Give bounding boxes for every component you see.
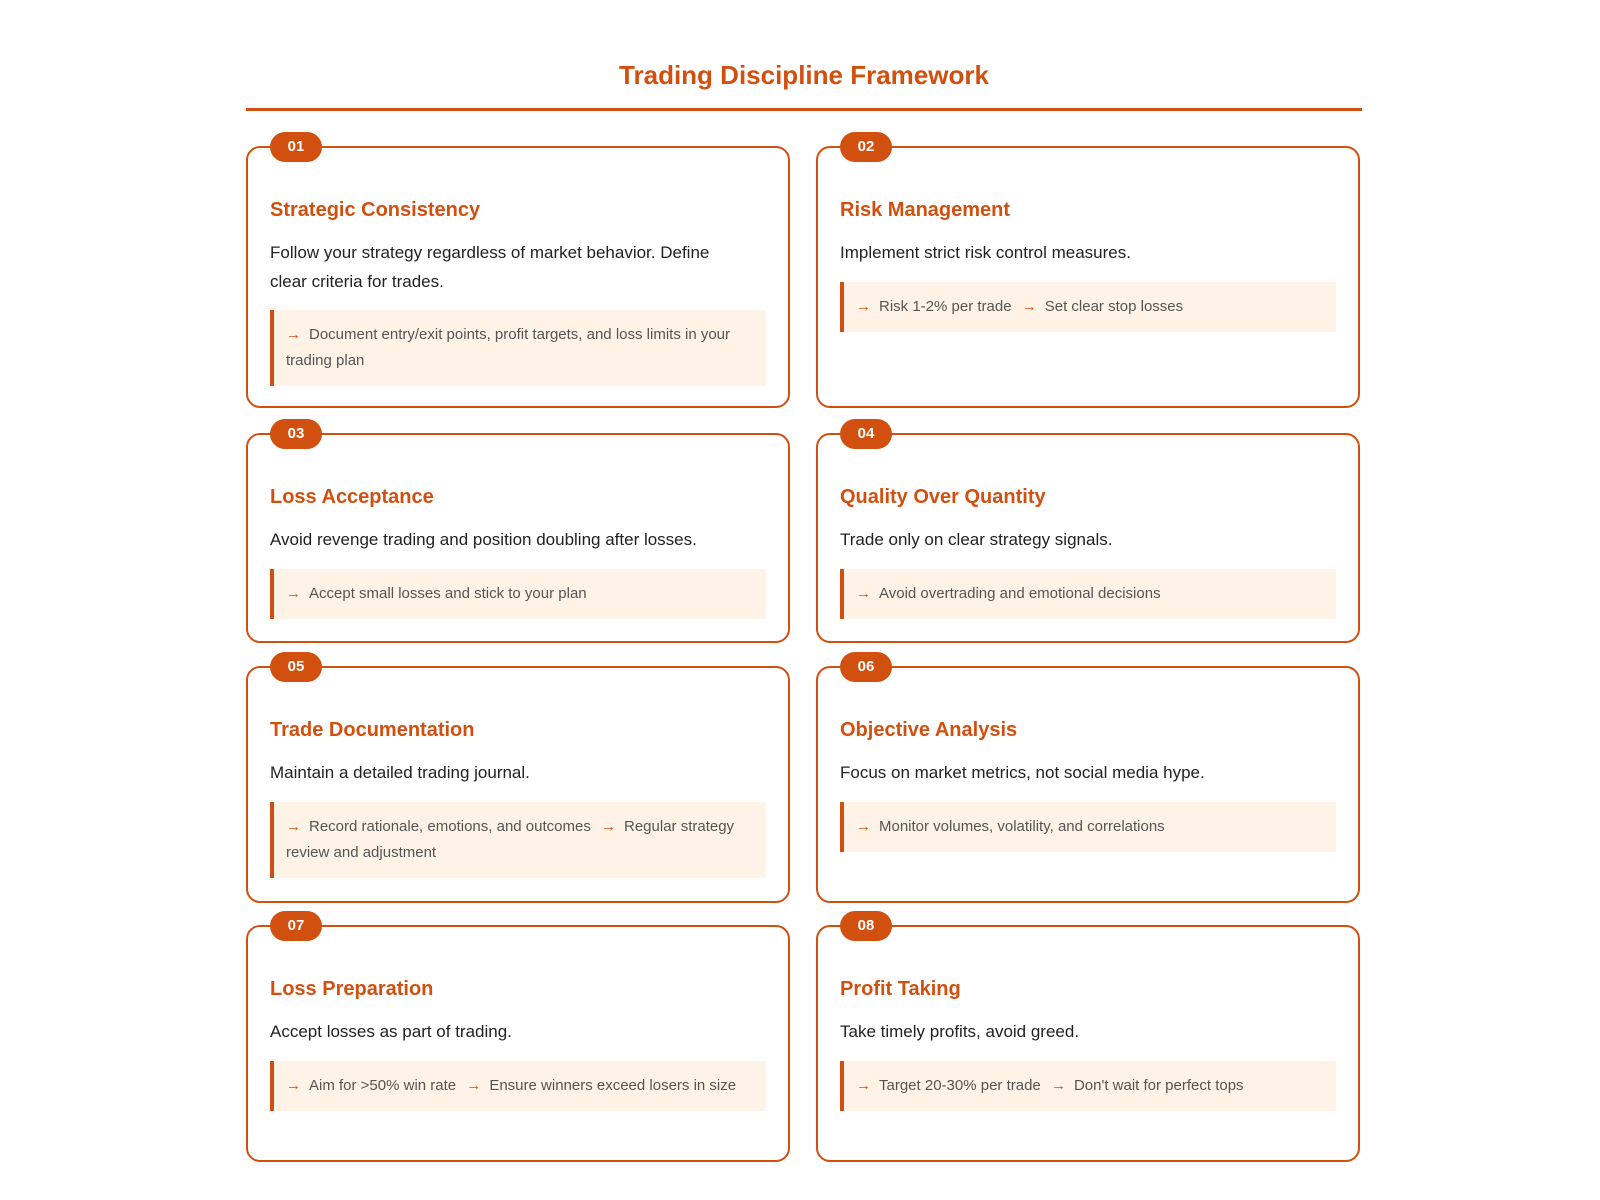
tip-text: Document entry/exit points, profit targets, and loss limits in your trading plan <box>286 326 731 369</box>
tip-text: Ensure winners exceed losers in size <box>489 1077 737 1094</box>
card-title: Risk Management <box>840 199 1011 221</box>
tip-text: Set clear stop losses <box>1044 298 1184 315</box>
tip-item <box>856 1077 1041 1094</box>
card-tips <box>270 310 766 386</box>
title-divider <box>246 108 1362 111</box>
tip-text: Regular strategy review and adjustment <box>286 818 735 861</box>
tip-item <box>466 1077 736 1094</box>
arrow-right-icon: → <box>856 1077 871 1094</box>
page-title: Trading Discipline Framework <box>619 60 989 90</box>
card-description: Implement strict risk control measures. <box>840 243 1131 262</box>
tip-item <box>286 326 730 369</box>
principle-card-02 <box>816 138 1360 408</box>
card-tips <box>270 1061 766 1111</box>
card-description: Focus on market metrics, not social media hype. <box>840 763 1205 782</box>
card-number-badge: 06 <box>840 652 892 682</box>
tip-text: Record rationale, emotions, and outcomes <box>309 818 591 835</box>
card-description: Avoid revenge trading and position doubling after losses. <box>270 530 697 549</box>
principle-card-05 <box>246 658 790 903</box>
card-number-badge: 08 <box>840 911 892 941</box>
tip-text: Accept small losses and stick to your plan <box>309 585 587 602</box>
principle-card-08 <box>816 917 1360 1162</box>
card-description: Accept losses as part of trading. <box>270 1022 512 1041</box>
card-number-badge: 02 <box>840 132 892 162</box>
principle-card-01 <box>246 138 790 408</box>
principle-card-03 <box>246 425 790 643</box>
card-title: Quality Over Quantity <box>840 486 1046 508</box>
arrow-right-icon: → <box>286 585 301 602</box>
card-number-badge: 03 <box>270 419 322 449</box>
tip-text: Target 20-30% per trade <box>879 1077 1041 1094</box>
tip-item <box>1051 1077 1244 1094</box>
arrow-right-icon: → <box>286 326 301 343</box>
card-description: Follow your strategy regardless of market behavior. Define clear criteria for trades. <box>270 243 710 291</box>
card-title: Loss Preparation <box>270 978 434 1000</box>
card-tips <box>840 1061 1336 1111</box>
tip-item <box>856 585 1161 602</box>
arrow-right-icon: → <box>1021 298 1037 315</box>
arrow-right-icon: → <box>856 818 871 835</box>
tip-item <box>286 585 587 602</box>
card-description: Take timely profits, avoid greed. <box>840 1022 1080 1041</box>
tip-item <box>1022 298 1183 315</box>
card-title: Loss Acceptance <box>270 486 434 508</box>
card-number-badge: 01 <box>270 132 322 162</box>
card-title: Strategic Consistency <box>270 199 481 221</box>
principle-card-07 <box>246 917 790 1162</box>
card-title: Objective Analysis <box>840 719 1018 741</box>
card-tips <box>840 802 1336 852</box>
card-title: Profit Taking <box>840 978 961 1000</box>
card-title: Trade Documentation <box>270 719 475 741</box>
arrow-right-icon: → <box>1050 1077 1066 1094</box>
arrow-right-icon: → <box>286 818 301 835</box>
tip-item <box>286 818 591 835</box>
card-tips <box>840 282 1336 332</box>
principle-card-06 <box>816 658 1360 903</box>
tip-item <box>856 298 1012 315</box>
tip-text: Don't wait for perfect tops <box>1073 1077 1244 1094</box>
tip-text: Avoid overtrading and emotional decisions <box>879 585 1161 602</box>
tip-text: Risk 1-2% per trade <box>879 298 1012 315</box>
principle-card-04 <box>816 425 1360 643</box>
arrow-right-icon: → <box>601 818 616 835</box>
card-tips <box>840 569 1336 619</box>
arrow-right-icon: → <box>856 298 871 315</box>
card-number-badge: 07 <box>270 911 322 941</box>
card-tips <box>270 802 766 878</box>
tip-text: Monitor volumes, volatility, and correlations <box>879 818 1165 835</box>
arrow-right-icon: → <box>856 585 871 602</box>
card-description: Trade only on clear strategy signals. <box>840 530 1113 549</box>
card-number-badge: 04 <box>840 419 892 449</box>
tip-item <box>286 1077 456 1094</box>
card-number-badge: 05 <box>270 652 322 682</box>
card-description: Maintain a detailed trading journal. <box>270 763 530 782</box>
tip-item <box>856 818 1165 835</box>
card-tips <box>270 569 766 619</box>
tip-text: Aim for >50% win rate <box>309 1077 457 1094</box>
arrow-right-icon: → <box>466 1077 482 1094</box>
arrow-right-icon: → <box>286 1077 301 1094</box>
